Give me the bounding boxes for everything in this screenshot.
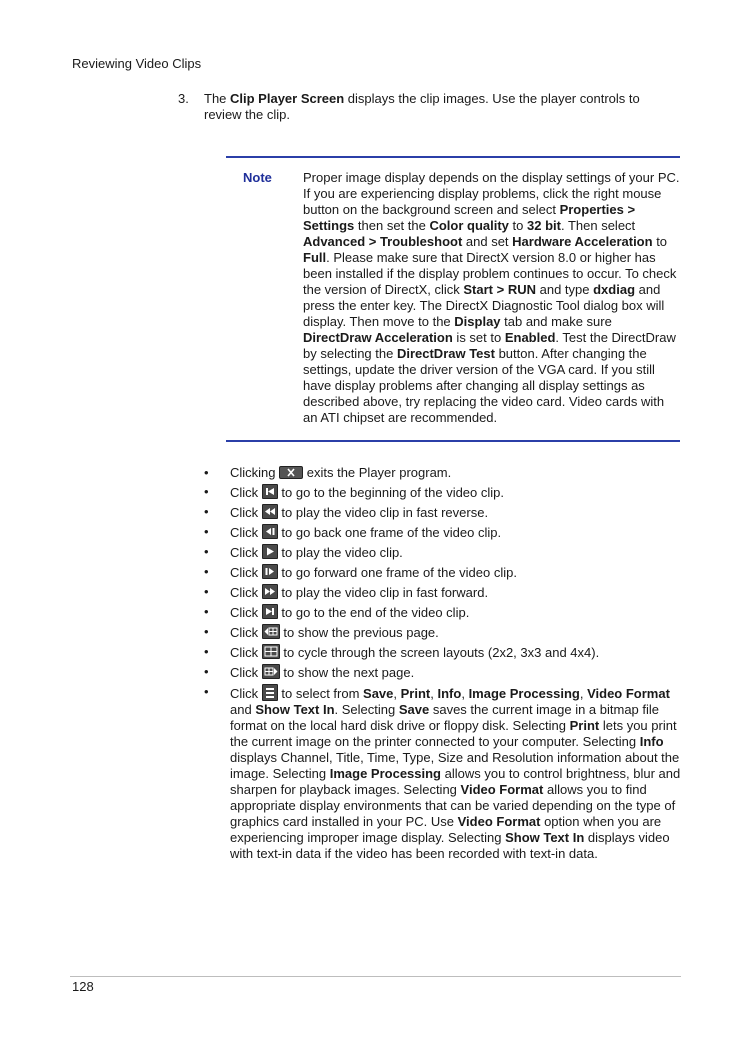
bold-term: Print	[400, 686, 431, 701]
bullet-marker: •	[204, 684, 209, 699]
text-run: then set the	[354, 218, 430, 233]
bold-term: Video Format	[457, 814, 541, 829]
text-run: Click	[230, 686, 262, 701]
step-back-icon	[262, 524, 278, 539]
text-run: displays Channel, Title, Time, Type, Size and Resolution information about the image. Selecting	[230, 750, 680, 781]
text-run: allows you to find appropriate display environments that can be varied depending on the type of graphics card installed in your PC. Use	[230, 782, 676, 829]
menu-icon	[262, 684, 278, 701]
bullet-text: to play the video clip in fast forward.	[277, 585, 489, 600]
bullet-marker: •	[204, 664, 209, 679]
bullet-text: to show the previous page.	[279, 625, 439, 640]
text-run: . Selecting	[334, 702, 399, 717]
list-item	[200, 664, 684, 681]
text-run: lets you print the current image on the printer connected to your computer. Selecting	[230, 718, 677, 749]
go-to-end-icon	[262, 604, 278, 619]
step-forward-icon	[262, 564, 278, 579]
bold-term: Print	[569, 718, 600, 733]
list-item	[200, 584, 684, 601]
bold-term: DirectDraw Test	[396, 346, 495, 361]
bold-term: Save	[398, 702, 430, 717]
bullet-text: Click	[230, 645, 262, 660]
text-run: ,	[430, 686, 438, 701]
bullet-marker: •	[204, 524, 209, 539]
page-number: 128	[72, 979, 94, 994]
bullet-text: to go back one frame of the video clip.	[277, 525, 502, 540]
bold-term: Start > RUN	[463, 282, 536, 297]
bullet-marker: •	[204, 564, 209, 579]
bullet-marker: •	[204, 465, 209, 480]
bold-term: Color quality	[429, 218, 509, 233]
bullet-marker: •	[204, 484, 209, 499]
bullet-text: to go to the beginning of the video clip.	[277, 485, 504, 500]
text-run: and set	[462, 234, 513, 249]
bullet-text: to play the video clip in fast reverse.	[277, 505, 489, 520]
bold-term: DirectDraw Acceleration	[303, 330, 453, 345]
bullet-marker: •	[204, 604, 209, 619]
bullet-marker: •	[204, 584, 209, 599]
step-text: The Clip Player Screen displays the clip images. Use the player controls to review the clip.	[204, 91, 640, 122]
bullet-text: Click	[230, 525, 262, 540]
go-to-beginning-icon	[262, 484, 278, 499]
bold-term: Hardware Acceleration	[512, 234, 653, 249]
text-run: and	[230, 702, 256, 717]
text-run: . Then select	[560, 218, 636, 233]
note-label: Note	[243, 170, 272, 185]
list-item	[200, 684, 684, 862]
bold-term: Properties > Settings	[303, 202, 636, 233]
bullet-text: exits the Player program.	[303, 465, 452, 480]
text-run: button. After changing the settings, update the driver version of the VGA card. If you still have display problems after changing all display settings as described above, try replacing the video card. Video cards with an ATI chipset are recommended.	[303, 346, 665, 425]
bullet-text: Click	[230, 585, 262, 600]
text-run: Proper image display depends on the display settings of your PC. If you are experiencing display problems, click the right mouse button on the background screen and select	[303, 170, 680, 217]
bold-term: Full	[303, 250, 327, 265]
bold-term: Show Text In	[505, 830, 585, 845]
text-run: tab and make sure	[500, 314, 612, 329]
bullet-marker: •	[204, 624, 209, 639]
previous-page-icon	[262, 624, 280, 639]
list-item	[200, 504, 684, 521]
bold-term: dxdiag	[593, 282, 636, 297]
bold-term: Image Processing	[329, 766, 442, 781]
bold-term: Show Text In	[255, 702, 335, 717]
bullet-text: Click	[230, 485, 262, 500]
text-run: allows you to control brightness, blur and sharpen for playback images. Selecting	[230, 766, 681, 797]
bold-term: Enabled	[504, 330, 556, 345]
text-run: . Test the DirectDraw by selecting the	[303, 330, 676, 361]
bold-term: Video Format	[587, 686, 670, 701]
text-run: option when you are experiencing improper image display. Selecting	[230, 814, 662, 845]
bullet-text: Click	[230, 625, 262, 640]
fast-forward-icon	[262, 584, 278, 599]
bullet-text: to show the next page.	[279, 665, 415, 680]
exit-icon	[279, 466, 303, 479]
bullet-text: Click	[230, 665, 262, 680]
bold-term: Image Processing	[468, 686, 580, 701]
bullet-text: to cycle through the screen layouts (2x2, 3x3 and 4x4).	[279, 645, 600, 660]
list-item	[200, 465, 684, 481]
text-run: to select from	[277, 686, 364, 701]
list-item	[200, 484, 684, 501]
list-item	[200, 604, 684, 621]
text-run: ,	[461, 686, 469, 701]
bullet-text: to go forward one frame of the video clip.	[277, 565, 517, 580]
fast-reverse-icon	[262, 504, 278, 519]
note-top-rule	[226, 156, 680, 158]
text-run: and type	[536, 282, 594, 297]
bullet-text: to go to the end of the video clip.	[277, 605, 470, 620]
bold-term: Save	[363, 686, 394, 701]
bullet-marker: •	[204, 544, 209, 559]
text-run: to	[652, 234, 668, 249]
bullet-text: Click	[230, 565, 262, 580]
list-item	[200, 524, 684, 541]
text-run: saves the current image in a bitmap file format on the local hard disk drive or floppy disk. Selecting	[230, 702, 660, 733]
play-icon	[262, 544, 278, 559]
screen-layout-icon	[262, 644, 280, 659]
bullet-text: Clicking	[230, 465, 280, 480]
text-run: . Please make sure that DirectX version 8.0 or higher has been installed if the display problem continues to occur. To check the version of DirectX, click	[303, 250, 677, 297]
bullet-marker: •	[204, 644, 209, 659]
list-item	[200, 564, 684, 581]
bold-term: Video Format	[460, 782, 544, 797]
bold-term: 32 bit	[527, 218, 561, 233]
bullet-marker: •	[204, 504, 209, 519]
text-run: ,	[579, 686, 588, 701]
bold-term: Advanced > Troubleshoot	[303, 234, 463, 249]
text-run: is set to	[452, 330, 505, 345]
text-run: and press the enter key. The DirectX Diagnostic Tool dialog box will display. Then move to the	[303, 282, 665, 329]
footer-rule	[70, 976, 681, 977]
bold-term: Display	[454, 314, 501, 329]
step-number: 3.	[178, 91, 189, 106]
list-item	[200, 624, 684, 641]
bold-term: Info	[437, 686, 462, 701]
bullet-text: to play the video clip.	[277, 545, 403, 560]
list-item	[200, 544, 684, 561]
note-bottom-rule	[226, 440, 680, 442]
bullet-text: Click	[230, 505, 262, 520]
bullet-text: Click	[230, 605, 262, 620]
text-run: to	[508, 218, 527, 233]
note-body	[303, 170, 680, 426]
page-header: Reviewing Video Clips	[72, 56, 202, 71]
bullet-text: Click	[230, 545, 262, 560]
bold-term: Info	[639, 734, 664, 749]
text-run: displays video with text-in data if the video has been recorded with text-in data.	[230, 830, 670, 861]
next-page-icon	[262, 664, 280, 679]
text-run: ,	[393, 686, 401, 701]
player-controls-list	[200, 465, 684, 865]
list-item	[200, 644, 684, 661]
